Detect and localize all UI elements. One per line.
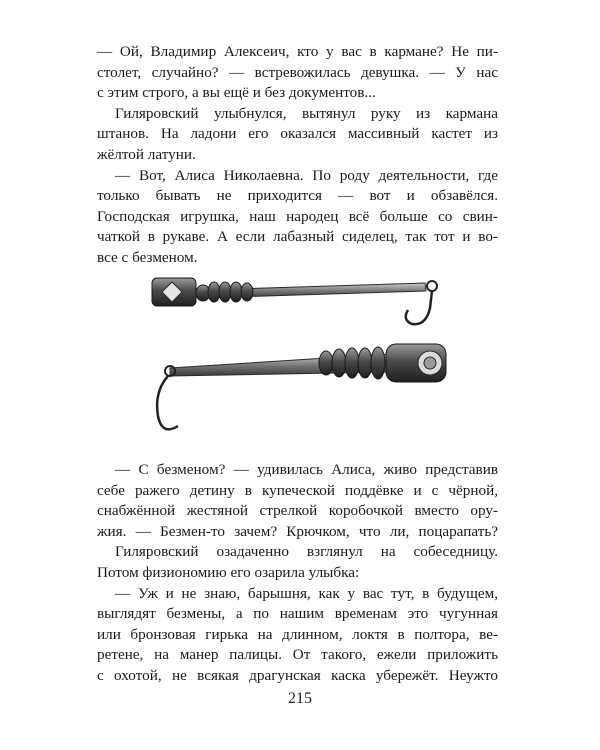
text-line: Гиляровский озадаченно взглянул на собеседницу. — [115, 543, 498, 561]
text-line: чаткой в рукаве. А если лабазный сиделец, так тот и во- — [97, 228, 498, 246]
text-line: — Ой, Владимир Алексеич, кто у вас в кармане? Не пи- — [97, 43, 498, 60]
top-paragraphs — [97, 42, 498, 269]
text-line: выглядят безмены, а по нашим временам это чугунная — [97, 605, 498, 623]
text-line: только бывать не приходится — вот и обзавёлся. — [97, 187, 498, 205]
text-line: штанов. На ладони его оказался массивный кастет из — [97, 125, 498, 143]
text-line: жёлтой латуни. — [97, 145, 196, 163]
text-line: с этим строго, а вы ещё и без документов... — [97, 84, 376, 102]
text-line: с охотой, не всякая драгунская каска убережёт. Неужто — [97, 666, 498, 684]
steelyard-upper — [152, 278, 437, 324]
text-line: Гиляровский улыбнулся, вытянул руку из кармана — [115, 104, 498, 122]
text-line: столет, случайно? — встревожилась девушка. — У нас — [97, 63, 498, 81]
text-line: снабжённой жестяной стрелкой коробочкой вместо ору- — [97, 502, 498, 520]
text-line: жия. — Безмен-то зачем? Крючком, что ли, поцарапать? — [97, 522, 498, 540]
steelyard-illustration — [140, 268, 470, 456]
text-line: — С безменом? — удивилась Алиса, живо представив — [115, 461, 498, 478]
text-line: себе ражего детину в купеческой поддёвке и с чёрной, — [97, 481, 498, 499]
text-line: все с безменом. — [97, 248, 198, 266]
text-line: — Вот, Алиса Николаевна. По роду деятельности, где — [115, 166, 498, 184]
page-number: 215 — [288, 690, 312, 707]
text-line: — Уж и не знаю, барышня, как у вас тут, в будущем, — [115, 584, 498, 602]
bottom-paragraphs — [97, 460, 498, 687]
text-line: или бронзовая гирька на длинном, локтя в полтора, ве- — [97, 625, 498, 643]
steelyard-lower — [157, 344, 446, 429]
text-line: Потом физиономию его озарила улыбка: — [97, 563, 360, 581]
text-line: ретене, на манер палицы. От такого, ежели приложить — [97, 646, 498, 664]
text-line: Господская игрушка, наш народец всё больше со свин- — [97, 207, 498, 225]
